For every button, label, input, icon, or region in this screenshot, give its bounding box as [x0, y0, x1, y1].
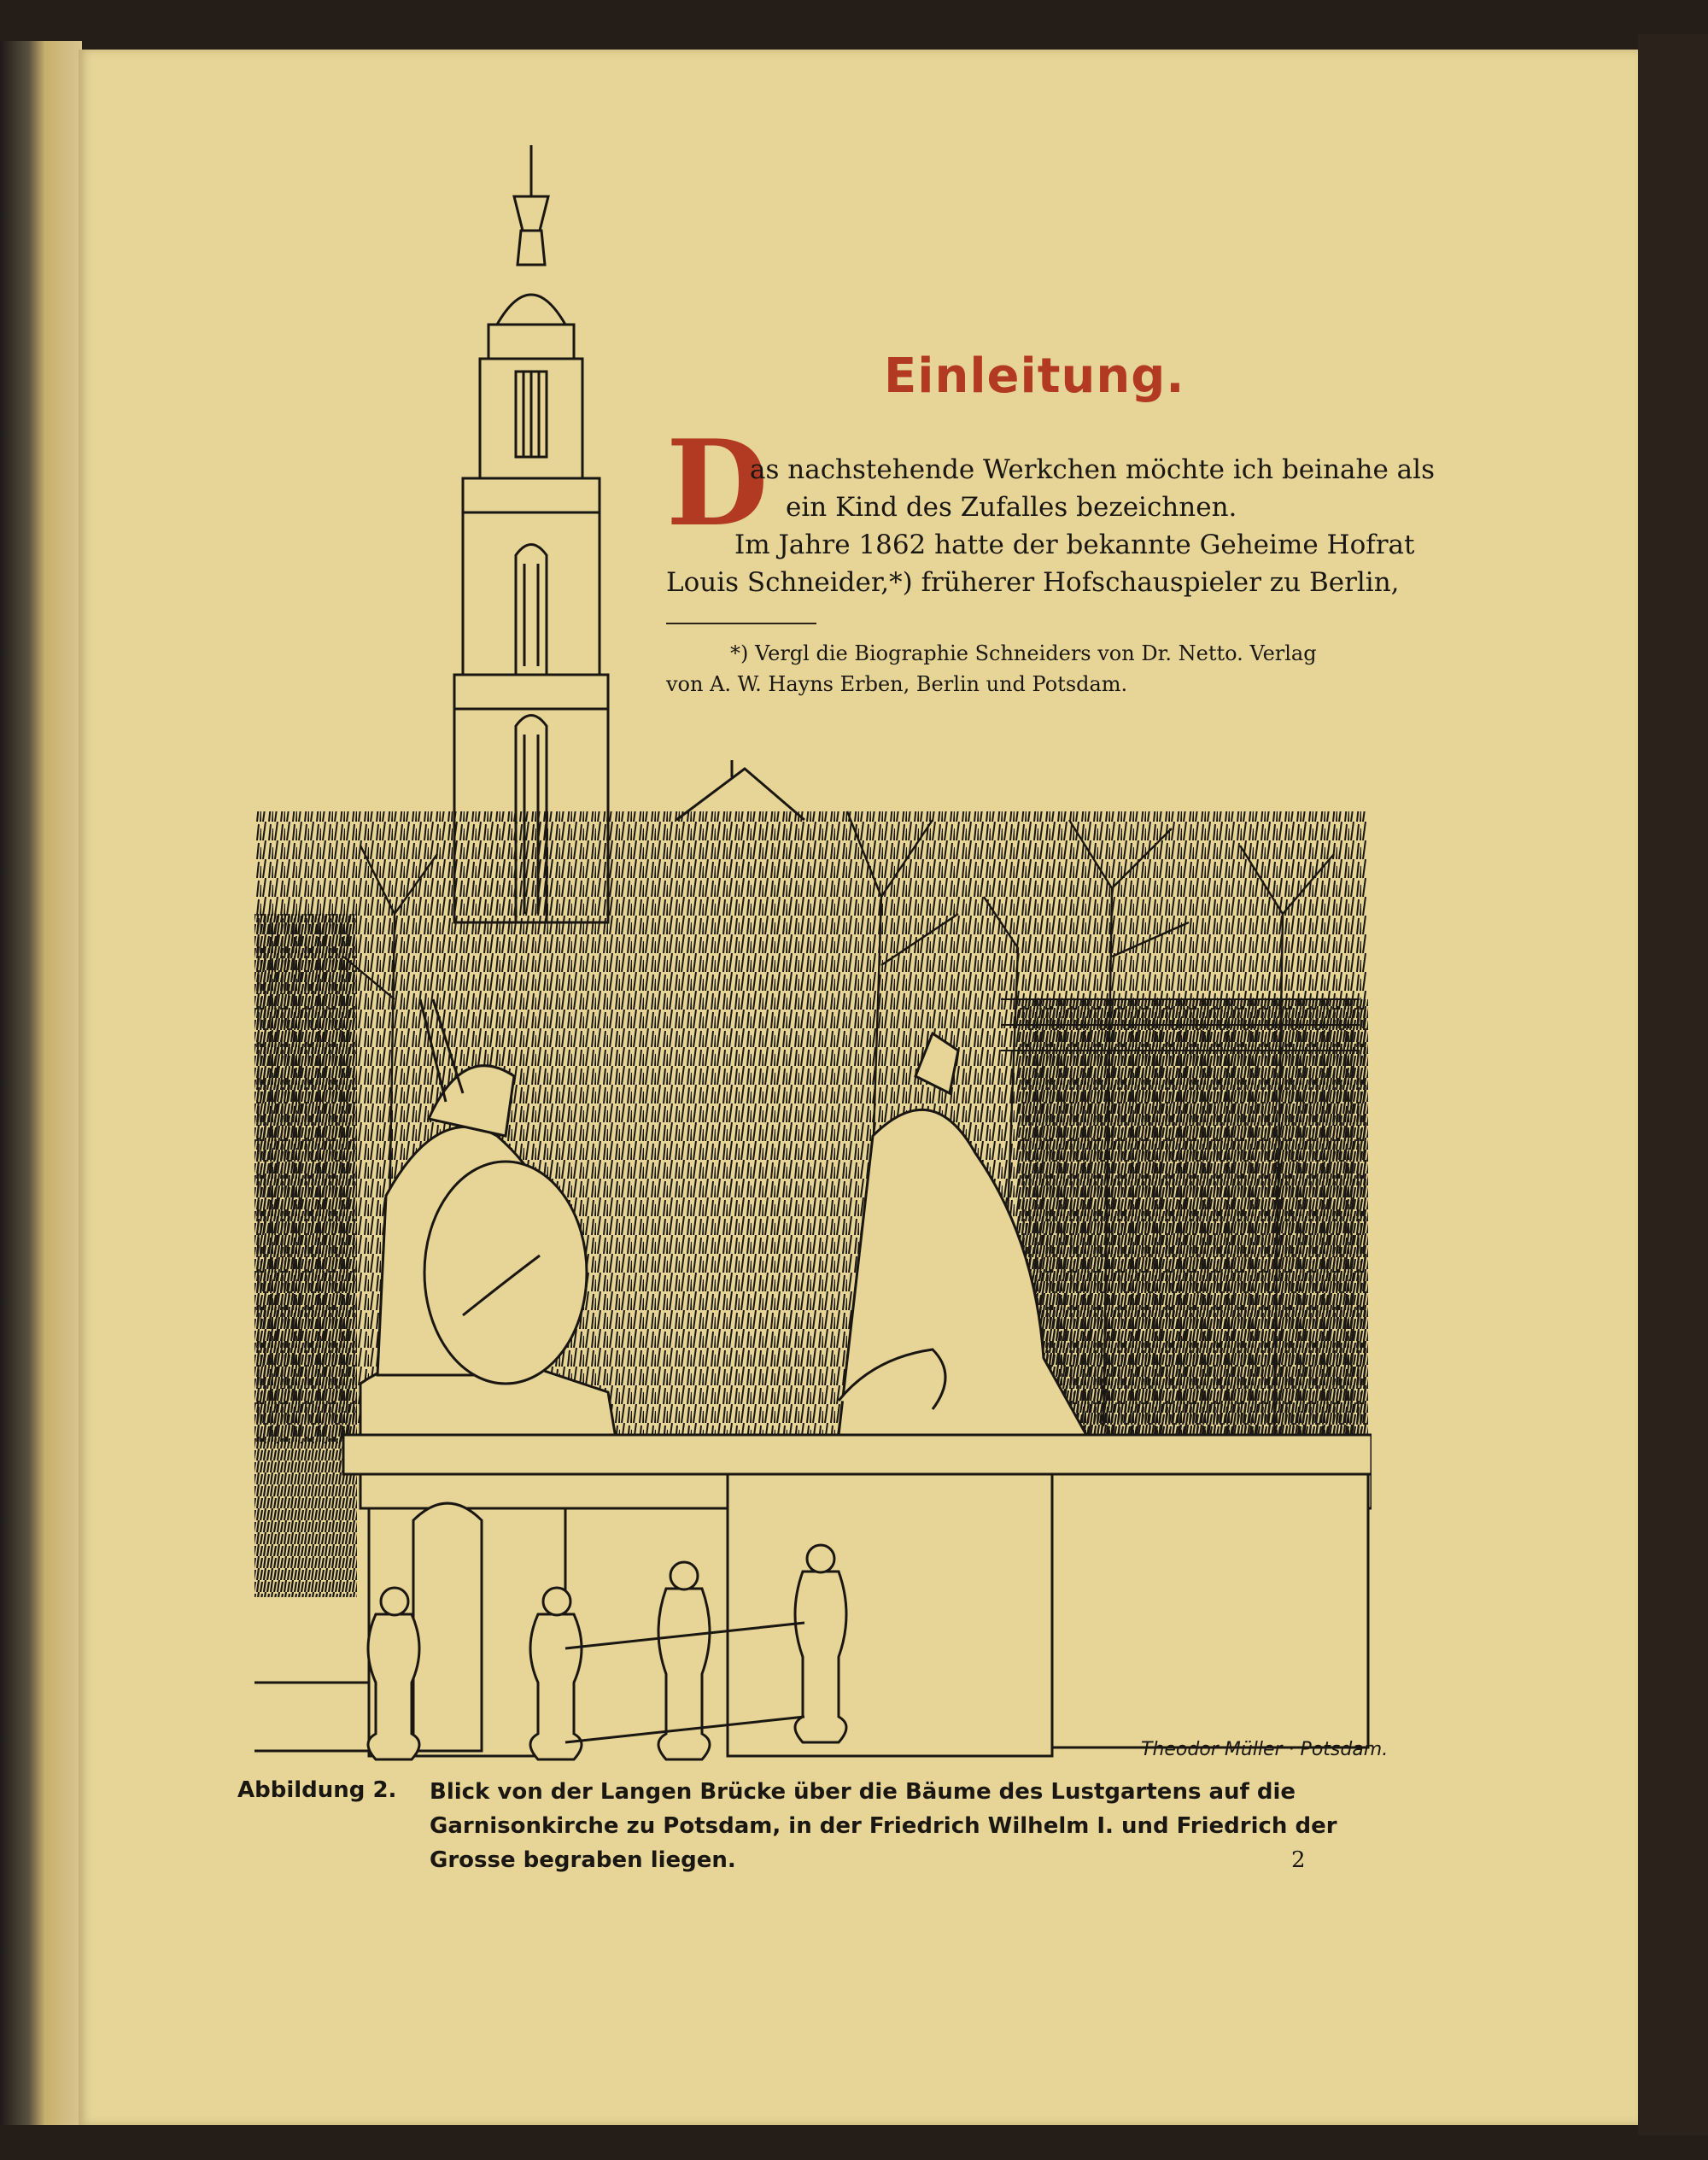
illustrator-signature: Theodor Müller · Potsdam. — [1141, 1739, 1389, 1760]
caption-line-3: Grosse begraben liegen. — [430, 1847, 736, 1873]
paragraph-line-4: Louis Schneider,*) früherer Hofschauspieler zu Berlin, — [666, 567, 1400, 598]
footnote-rule — [666, 623, 816, 624]
caption-line-1: Blick von der Langen Brücke über die Bäume des Lustgartens auf die — [430, 1779, 1296, 1805]
tree-mass-dense — [254, 914, 357, 1597]
paragraph-line-1: as nachstehende Werkchen möchte ich beinahe als — [750, 454, 1435, 485]
garnisonkirche-illustration — [249, 145, 1372, 1766]
footnote-line-2: von A. W. Hayns Erben, Berlin und Potsdam. — [666, 672, 1128, 696]
book-cover-edge — [1638, 34, 1708, 2135]
footnote-line-1: *) Vergl die Biographie Schneiders von Dr. Netto. Verlag — [730, 641, 1317, 665]
paragraph-line-2: ein Kind des Zufalles bezeichnen. — [786, 492, 1237, 523]
figure-label: Abbildung 2. — [237, 1777, 397, 1803]
book-gutter — [0, 41, 82, 2125]
paragraph-line-3: Im Jahre 1862 hatte der bekannte Geheime Hofrat — [734, 530, 1415, 560]
drop-cap-initial: D — [666, 413, 769, 553]
chapter-heading: Einleitung. — [884, 348, 1185, 404]
caption-line-2: Garnisonkirche zu Potsdam, in der Friedrich Wilhelm I. und Friedrich der — [430, 1813, 1337, 1839]
tree-mass-dense-right — [1018, 999, 1368, 1443]
page-number: 2 — [1291, 1847, 1306, 1873]
bridge-balustrade — [343, 1435, 1372, 1756]
